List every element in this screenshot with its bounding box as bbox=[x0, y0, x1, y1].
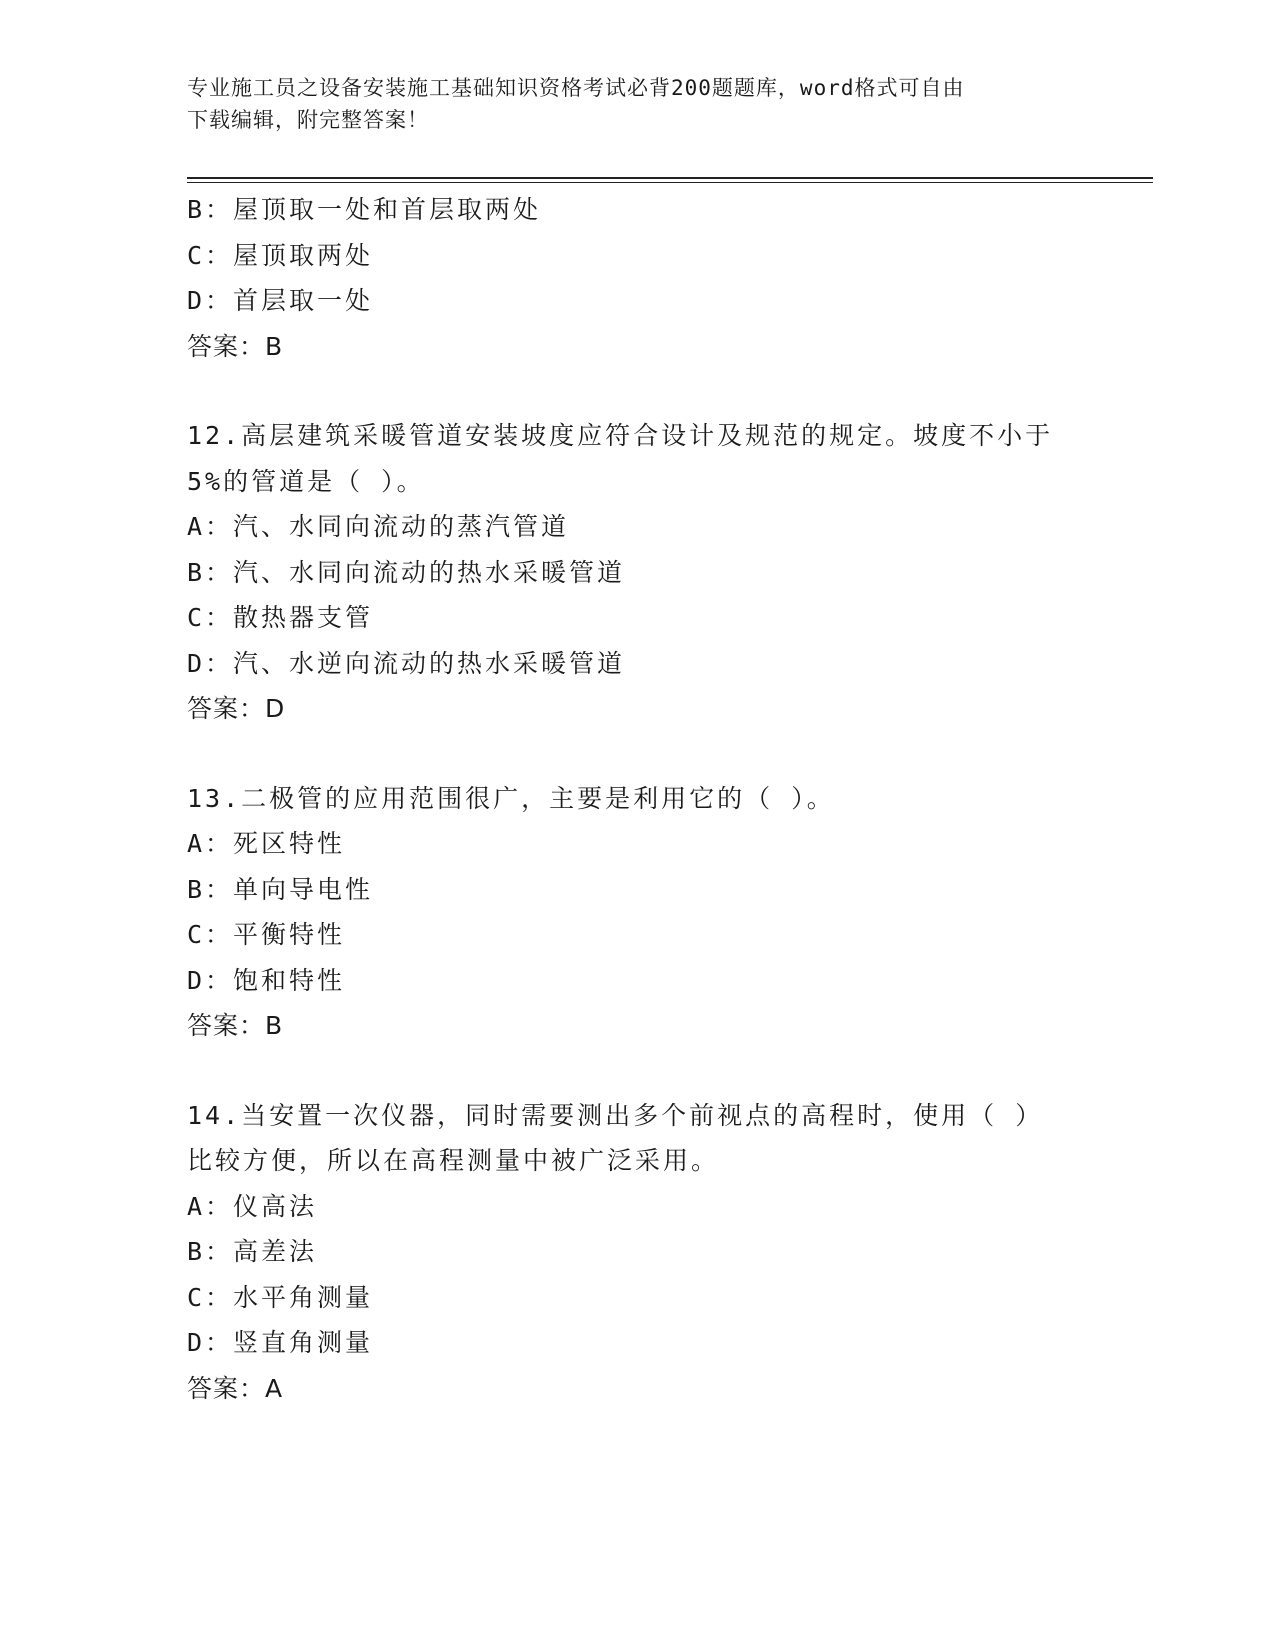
question-stem-line: 12.高层建筑采暖管道安装坡度应符合设计及规范的规定。坡度不小于 bbox=[187, 421, 1054, 450]
question-11-tail bbox=[187, 187, 1087, 369]
header-line-2: 下载编辑，附完整答案！ bbox=[187, 108, 429, 132]
option-d: D：饱和特性 bbox=[187, 965, 346, 995]
question-14 bbox=[187, 1093, 1087, 1412]
header-divider-thick bbox=[187, 177, 1153, 179]
spacer bbox=[187, 732, 1087, 776]
option-b: B：高差法 bbox=[187, 1237, 318, 1266]
option-c: C：散热器支管 bbox=[187, 603, 374, 632]
question-stem-line: 14.当安置一次仪器，同时需要测出多个前视点的高程时，使用（ ） bbox=[187, 1100, 1044, 1130]
option-d: D：汽、水逆向流动的热水采暖管道 bbox=[187, 648, 626, 678]
spacer bbox=[187, 369, 1087, 413]
option-a: A：仪高法 bbox=[187, 1191, 318, 1221]
option-c: C：平衡特性 bbox=[187, 920, 346, 949]
question-stem-line: 5%的管道是（ ）。 bbox=[187, 466, 425, 496]
option-c: C：水平角测量 bbox=[187, 1282, 374, 1312]
answer-line: 答案：A bbox=[187, 1373, 284, 1403]
document-header bbox=[187, 72, 1067, 136]
question-content bbox=[187, 187, 1087, 1411]
option-b: B：单向导电性 bbox=[187, 874, 374, 904]
option-a: A：汽、水同向流动的蒸汽管道 bbox=[187, 512, 570, 541]
answer-line: 答案：B bbox=[187, 331, 284, 361]
answer-line: 答案：B bbox=[187, 1011, 284, 1040]
header-line-1: 专业施工员之设备安装施工基础知识资格考试必背200题题库，word格式可自由 bbox=[187, 76, 965, 100]
option-c: C：屋顶取两处 bbox=[187, 240, 374, 270]
option-d: D：首层取一处 bbox=[187, 286, 374, 315]
header-divider-thin bbox=[187, 182, 1153, 183]
option-b: B：屋顶取一处和首层取两处 bbox=[187, 195, 542, 224]
option-d: D：竖直角测量 bbox=[187, 1328, 374, 1357]
option-a: A：死区特性 bbox=[187, 829, 346, 858]
question-12 bbox=[187, 413, 1087, 732]
question-stem-line: 13.二极管的应用范围很广，主要是利用它的（ ）。 bbox=[187, 783, 835, 813]
option-b: B：汽、水同向流动的热水采暖管道 bbox=[187, 557, 626, 587]
answer-line: 答案：D bbox=[187, 694, 286, 723]
question-stem-line: 比较方便，所以在高程测量中被广泛采用。 bbox=[187, 1146, 720, 1175]
question-13 bbox=[187, 776, 1087, 1049]
spacer bbox=[187, 1049, 1087, 1093]
